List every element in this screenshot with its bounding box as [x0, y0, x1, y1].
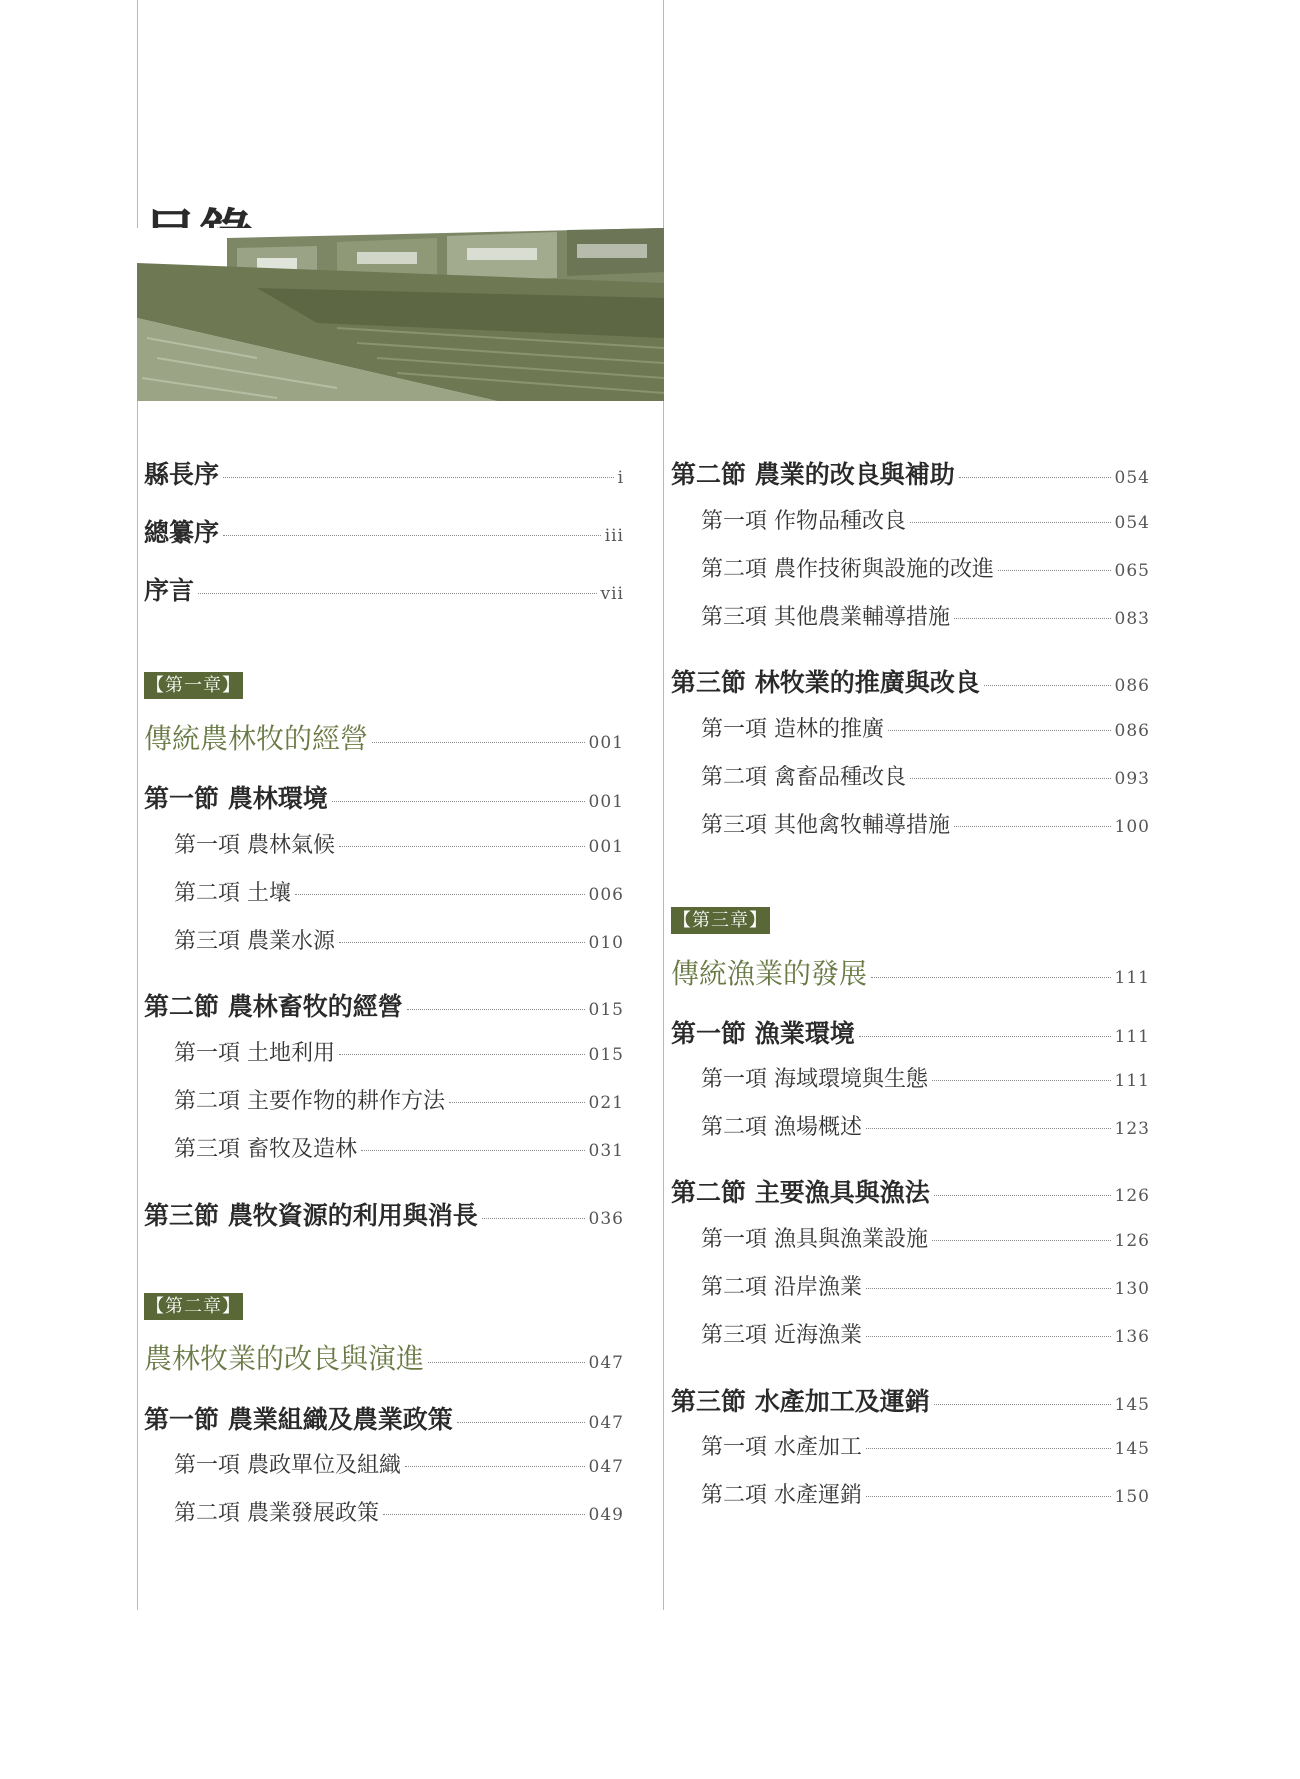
dot-leader	[984, 685, 1111, 686]
toc-entry-section[interactable]	[144, 1400, 624, 1436]
toc-entry-section[interactable]	[144, 987, 624, 1023]
item-title: 第一項 造林的推廣	[701, 717, 884, 742]
dot-leader	[871, 977, 1111, 978]
page-number: 031	[588, 1141, 624, 1161]
chapter-title: 傳統農林牧的經營	[144, 722, 369, 755]
dot-leader	[934, 1404, 1111, 1405]
item-title: 第二項 農作技術與設施的改進	[701, 557, 994, 582]
dot-leader	[361, 1150, 585, 1151]
dot-leader	[954, 618, 1111, 619]
page-number: 001	[588, 837, 624, 857]
item-title: 第一項 農政單位及組織	[174, 1453, 401, 1478]
page-number: 130	[1114, 1279, 1150, 1299]
section-title: 第一節 漁業環境	[671, 1019, 855, 1048]
page-number: 047	[588, 1413, 624, 1433]
section-title: 第一節 農業組織及農業政策	[144, 1405, 453, 1434]
page-number: 086	[1114, 676, 1150, 696]
item-title: 第二項 農業發展政策	[174, 1501, 379, 1526]
toc-entry-item[interactable]	[671, 600, 1150, 631]
page-number: 065	[1114, 561, 1150, 581]
page-number: 111	[1114, 968, 1150, 988]
page-number: 006	[588, 885, 624, 905]
page-number: 010	[588, 933, 624, 953]
dot-leader	[866, 1336, 1111, 1337]
section-title: 第三節 水產加工及運銷	[671, 1387, 930, 1416]
chapter-title: 農林牧業的改良與演進	[144, 1342, 425, 1375]
toc-entry-section[interactable]	[671, 1382, 1150, 1418]
page-number: 047	[588, 1353, 624, 1373]
dot-leader	[888, 730, 1111, 731]
section-title: 第一節 農林環境	[144, 784, 328, 813]
toc-entry-item[interactable]	[144, 1036, 624, 1067]
page-number: 145	[1114, 1439, 1150, 1459]
toc-entry-section[interactable]	[671, 1014, 1150, 1050]
page-number: 123	[1114, 1119, 1150, 1139]
page-number: 100	[1114, 817, 1150, 837]
item-title: 第三項 其他農業輔導措施	[701, 605, 950, 630]
dot-leader	[449, 1102, 585, 1103]
page-number: 001	[588, 792, 624, 812]
dot-leader	[932, 1080, 1111, 1081]
page-number: vii	[600, 584, 624, 604]
item-title: 第一項 農林氣候	[174, 833, 335, 858]
toc-entry-item[interactable]	[671, 808, 1150, 839]
toc-entry-chapter[interactable]	[144, 717, 624, 757]
page-number: 083	[1114, 609, 1150, 629]
dot-leader	[457, 1422, 585, 1423]
section-title: 第三節 林牧業的推廣與改良	[671, 668, 980, 697]
page-number: i	[617, 468, 624, 488]
item-title: 第二項 主要作物的耕作方法	[174, 1089, 445, 1114]
page-number: 145	[1114, 1395, 1150, 1415]
item-title: 第三項 近海漁業	[701, 1323, 862, 1348]
item-title: 第二項 沿岸漁業	[701, 1275, 862, 1300]
dot-leader	[405, 1466, 585, 1467]
toc-entry-item[interactable]	[671, 1318, 1150, 1349]
page-number: 015	[588, 1000, 624, 1020]
toc-entry-title: 總纂序	[144, 518, 220, 547]
page-number: 150	[1114, 1487, 1150, 1507]
item-title: 第三項 農業水源	[174, 929, 335, 954]
toc-entry-item[interactable]	[144, 1448, 624, 1479]
dot-leader	[910, 778, 1111, 779]
page-number: 015	[588, 1045, 624, 1065]
page-number: iii	[604, 526, 624, 546]
toc-entry-item[interactable]	[144, 1496, 624, 1527]
dot-leader	[866, 1288, 1111, 1289]
toc-entry-item[interactable]	[144, 828, 624, 859]
item-title: 第一項 海域環境與生態	[701, 1067, 928, 1092]
dot-leader	[934, 1195, 1111, 1196]
dot-leader	[866, 1448, 1111, 1449]
toc-entry-preface[interactable]	[144, 571, 624, 607]
toc-entry-item[interactable]	[671, 1110, 1150, 1141]
dot-leader	[859, 1036, 1111, 1037]
toc-entry-section[interactable]	[144, 1196, 624, 1232]
page-number: 111	[1114, 1027, 1150, 1047]
dot-leader	[428, 1362, 585, 1363]
item-title: 第三項 其他禽牧輔導措施	[701, 813, 950, 838]
page-number: 054	[1114, 513, 1150, 533]
section-title: 第三節 農牧資源的利用與消長	[144, 1201, 478, 1230]
item-title: 第二項 土壤	[174, 881, 291, 906]
dot-leader	[407, 1009, 585, 1010]
toc-entry-chapter[interactable]	[144, 1337, 624, 1377]
dot-leader	[910, 522, 1111, 523]
chapter-title: 傳統漁業的發展	[671, 957, 868, 990]
toc-entry-section[interactable]	[671, 663, 1150, 699]
harbor-photo	[137, 228, 664, 401]
toc-entry-item[interactable]	[671, 504, 1150, 535]
toc-entry-section[interactable]	[671, 1173, 1150, 1209]
dot-leader	[954, 826, 1111, 827]
dot-leader	[198, 593, 597, 594]
item-title: 第一項 作物品種改良	[701, 509, 906, 534]
page-number: 111	[1114, 1071, 1150, 1091]
chapter-label: 【第一章】	[144, 672, 243, 699]
page-number: 047	[588, 1457, 624, 1477]
toc-entry-preface[interactable]	[144, 513, 624, 549]
toc-entry-item[interactable]	[144, 924, 624, 955]
item-title: 第三項 畜牧及造林	[174, 1137, 357, 1162]
dot-leader	[339, 846, 585, 847]
section-title: 第二節 主要漁具與漁法	[671, 1178, 930, 1207]
item-title: 第二項 水產運銷	[701, 1483, 862, 1508]
page-number: 126	[1114, 1231, 1150, 1251]
toc-entry-section[interactable]	[671, 455, 1150, 491]
item-title: 第二項 禽畜品種改良	[701, 765, 906, 790]
page-number: 086	[1114, 721, 1150, 741]
toc-entry-item[interactable]	[144, 876, 624, 907]
toc-entry-item[interactable]	[671, 1222, 1150, 1253]
toc-entry-item[interactable]	[671, 1478, 1150, 1509]
section-title: 第二節 農林畜牧的經營	[144, 992, 403, 1021]
dot-leader	[383, 1514, 585, 1515]
toc-entry-item[interactable]	[671, 552, 1150, 583]
toc-entry-item[interactable]	[144, 1132, 624, 1163]
dot-leader	[998, 570, 1111, 571]
section-title: 第二節 農業的改良與補助	[671, 460, 955, 489]
page-number: 054	[1114, 468, 1150, 488]
toc-entry-preface[interactable]	[144, 455, 624, 491]
dot-leader	[959, 477, 1111, 478]
page-number: 036	[588, 1209, 624, 1229]
page-number: 049	[588, 1505, 624, 1525]
toc-entry-section[interactable]	[144, 779, 624, 815]
toc-entry-title: 縣長序	[144, 460, 220, 489]
page-number: 001	[588, 733, 624, 753]
item-title: 第一項 漁具與漁業設施	[701, 1227, 928, 1252]
dot-leader	[339, 1054, 585, 1055]
item-title: 第一項 土地利用	[174, 1041, 335, 1066]
dot-leader	[482, 1218, 585, 1219]
page-number: 136	[1114, 1327, 1150, 1347]
dot-leader	[332, 801, 585, 802]
dot-leader	[339, 942, 585, 943]
page-number: 021	[588, 1093, 624, 1113]
dot-leader	[223, 477, 614, 478]
chapter-label: 【第二章】	[144, 1293, 243, 1320]
dot-leader	[866, 1128, 1111, 1129]
dot-leader	[866, 1496, 1111, 1497]
toc-entry-chapter[interactable]	[671, 952, 1150, 992]
item-title: 第二項 漁場概述	[701, 1115, 862, 1140]
toc-entry-item[interactable]	[671, 1430, 1150, 1461]
toc-entry-item[interactable]	[671, 1062, 1150, 1093]
toc-entry-item[interactable]	[144, 1084, 624, 1115]
chapter-label: 【第三章】	[671, 907, 770, 934]
dot-leader	[295, 894, 585, 895]
toc-entry-item[interactable]	[671, 1270, 1150, 1301]
item-title: 第一項 水產加工	[701, 1435, 862, 1460]
toc-entry-item[interactable]	[671, 712, 1150, 743]
dot-leader	[223, 535, 601, 536]
page-number: 126	[1114, 1186, 1150, 1206]
toc-entry-title: 序言	[144, 576, 195, 605]
dot-leader	[932, 1240, 1111, 1241]
toc-entry-item[interactable]	[671, 760, 1150, 791]
dot-leader	[372, 742, 585, 743]
page-number: 093	[1114, 769, 1150, 789]
